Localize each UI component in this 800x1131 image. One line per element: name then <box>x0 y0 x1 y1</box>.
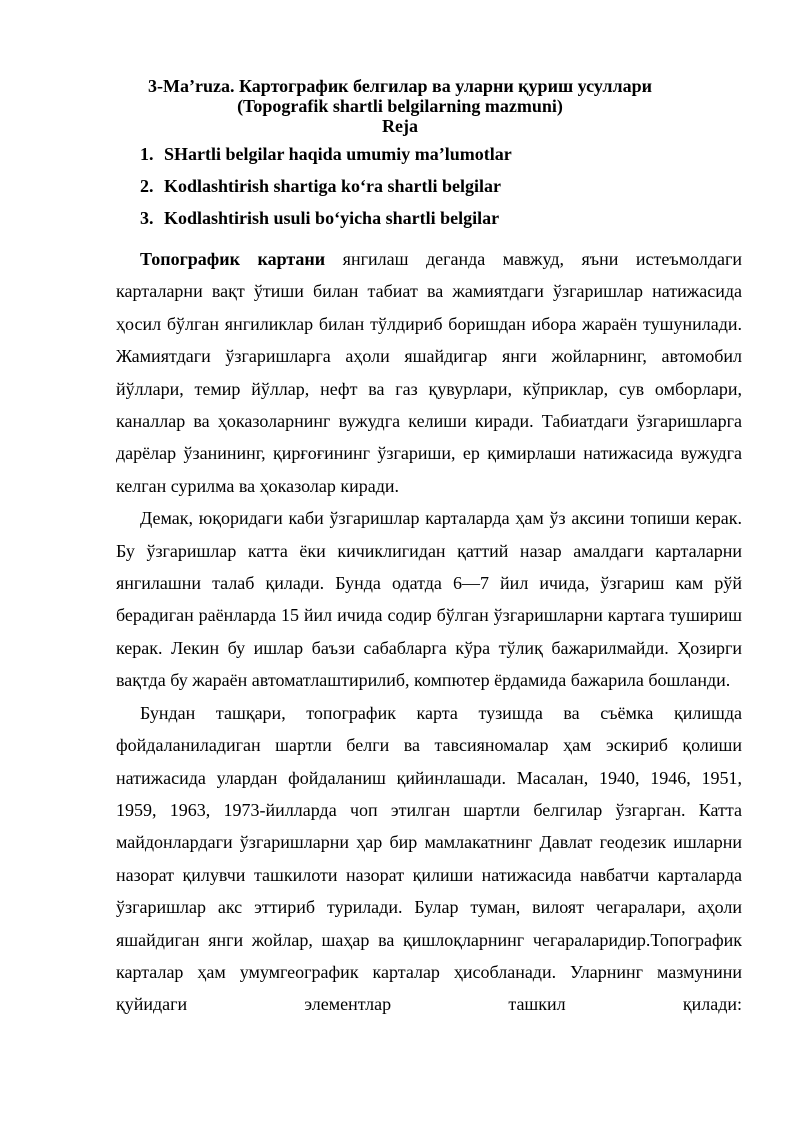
paragraph-1-bold-term: Топографик картани <box>140 249 326 269</box>
plan-item-number: 3. <box>140 208 154 228</box>
lecture-title: 3-Ma’ruza. Картографик белгилар ва уларни қуриш усуллари <box>148 76 652 96</box>
plan-item-number: 1. <box>140 144 154 164</box>
paragraph-3: Бундан ташқари, топографик карта тузишда ва съёмка қилишда фойдаланиладиган шартли белги ва тавсияномалар ҳам эскириб қолиши натижасида улардан фойдаланиш қийинлашади. Масалан, 1940, 1946, 1951, 1959, 1963, 1973-йилларда чоп этилган шартли белгилар ўзгарган. Катта майдонлардаги ўзгаришларни ҳар бир мамлакатнинг Давлат геодезик ишларни назорат қилувчи ташкилоти назорат қилиши натижасида навбатчи карталарда ўзгаришлар акс эттириб турилади. Булар туман, вилоят чегаралари, аҳоли яшайдиган янги жойлар, шаҳар ва қишлоқларнинг чегараларидир.Топографик карталар ҳам умумгеографик карталар ҳисобланади. Уларнинг мазмунини қуйидаги элементлар ташкил қилади: <box>116 702 742 1015</box>
plan-item <box>140 205 512 237</box>
paragraph-1 <box>116 243 742 502</box>
plan-item <box>140 141 512 173</box>
lecture-title-block <box>110 76 690 136</box>
lecture-subtitle: (Topografik shartli belgilarning mazmuni) <box>237 96 563 116</box>
plan-item-number: 2. <box>140 176 154 196</box>
plan-list <box>140 141 512 237</box>
plan-item-text: SHartli belgilar haqida umumiy ma’lumotlar <box>164 144 512 164</box>
plan-item-text: Kodlashtirish usuli bo‘yicha shartli belgilar <box>164 208 500 228</box>
plan-heading: Reja <box>382 116 418 136</box>
plan-item <box>140 173 512 205</box>
paragraph-1-text: янгилаш деганда мавжуд, яъни истеъмолдаги карталарни вақт ўтиши билан табиат ва жамиятдаги ўзгаришлар натижасида ҳосил бўлган янгиликлар билан тўлдириб боришдан ибора жараён тушунилади. Жамиятдаги ўзгаришларга аҳоли яшайдигар янги жойларнинг, автомобил йўллари, темир йўллар, нефт ва газ қувурлари, кўприклар, сув омборлари, каналлар ва ҳоказоларнинг вужудга келиши киради. Табиатдаги ўзгаришларга дарёлар ўзанининг, қирғоғининг ўзгариши, ер қимирлаши натижасида вужудга келган сурилма ва ҳоказолар киради. <box>116 249 742 496</box>
paragraph-2: Демак, юқоридаги каби ўзгаришлар карталарда ҳам ўз аксини топиши керак. Бу ўзгаришлар катта ёки кичиклигидан қаттий назар амалдаги карталарни янгилашни талаб қилади. Бунда одатда 6—7 йил ичида, ўзгариш кам рўй берадиган раёнларда 15 йил ичида содир бўлган ўзгаришларни картага тушириш керак. Лекин бу ишлар баъзи сабабларга кўра тўлиқ бажарилмайди. Ҳозирги вақтда бу жараён автоматлаштирилиб, компютер ёрдамида бажарила бошланди. <box>116 508 742 691</box>
body-text <box>116 243 742 1021</box>
plan-item-text: Kodlashtirish shartiga ko‘ra shartli belgilar <box>164 176 502 196</box>
